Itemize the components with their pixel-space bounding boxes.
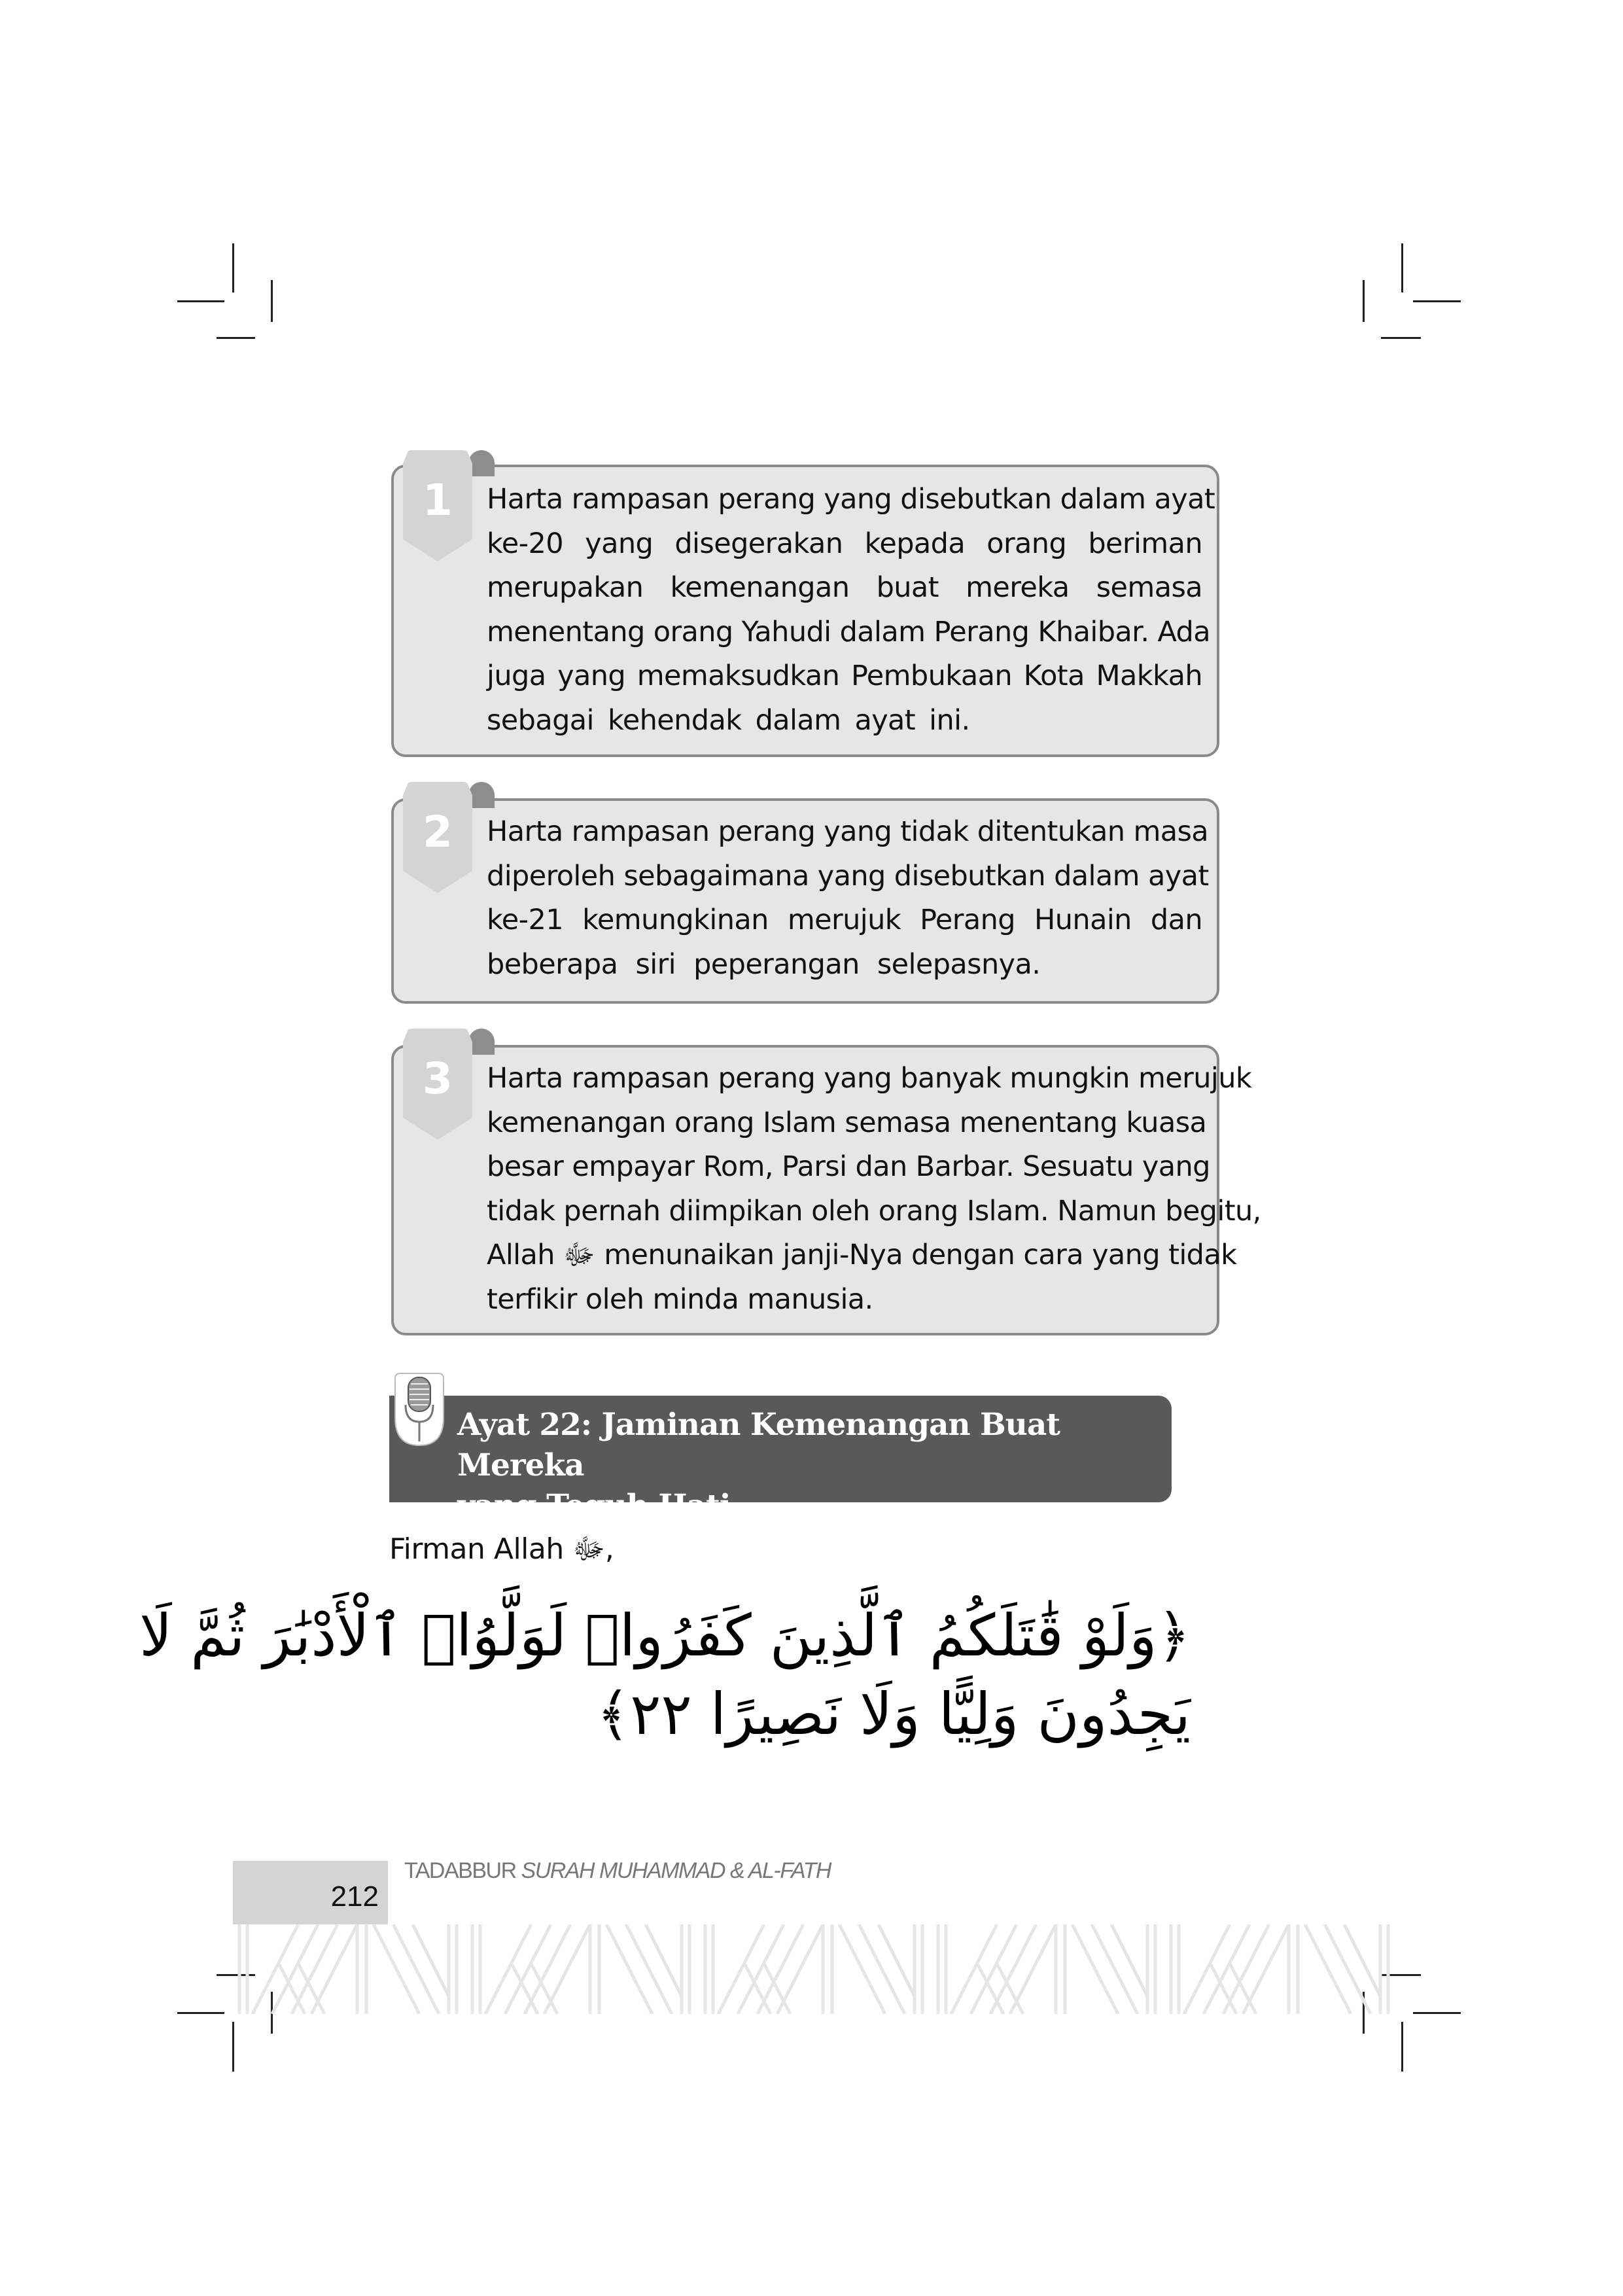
ribbon-curl (468, 782, 495, 808)
running-title-italic: SURAH MUHAMMAD & AL-FATH (521, 1858, 831, 1883)
section-title-line: Ayat 22: Jaminan Kemenangan Buat Mereka (457, 1407, 1060, 1483)
page-number-box (233, 1861, 388, 1924)
text-line: tidak pernah diimpikan oleh orang Islam. Namun begitu, (487, 1194, 1261, 1227)
crop-mark (271, 280, 273, 322)
decorative-pattern-band (233, 1924, 1399, 2014)
running-title (404, 1858, 831, 1884)
text-line: sebagai kehendak dalam ayat ini. (487, 703, 970, 737)
note-text-2 (487, 810, 1209, 987)
pattern-fill (233, 1924, 1399, 2014)
crop-mark (1413, 2012, 1461, 2014)
ribbon-curl (468, 450, 495, 476)
text-line: besar empayar Rom, Parsi dan Barbar. Sesuatu yang (487, 1150, 1210, 1183)
microphone-icon (393, 1372, 446, 1447)
text-line: Harta rampasan perang yang disebutkan dalam ayat (487, 483, 1215, 516)
section-title (457, 1405, 1172, 1527)
text-line: beberapa siri peperangan selepasnya. (487, 947, 1041, 981)
ribbon-curl (468, 1029, 495, 1055)
crop-mark (1363, 280, 1365, 322)
crop-mark (1413, 300, 1461, 302)
text-line: menentang orang Yahudi dalam Perang Khaibar. Ada (487, 615, 1210, 648)
text-line: ke-21 kemungkinan merujuk Perang Hunain dan (487, 904, 1202, 936)
crop-mark (232, 243, 234, 292)
text-line: kemenangan orang Islam semasa menentang kuasa (487, 1106, 1207, 1139)
item-number: 1 (423, 475, 453, 525)
text-line: terfikir oleh minda manusia. (487, 1282, 873, 1316)
note-text-3 (487, 1057, 1261, 1322)
text-line: Allah ﷻ menunaikan janji-Nya dengan cara yang tidak (487, 1239, 1237, 1271)
crop-mark (1401, 243, 1403, 292)
item-number: 3 (423, 1053, 453, 1104)
text-line: Harta rampasan perang yang tidak ditentukan masa (487, 815, 1209, 848)
intro-text: Firman Allah ﷻ, (389, 1532, 614, 1566)
section-title-line: yang Teguh Hati (457, 1488, 731, 1524)
crop-mark (1401, 2022, 1403, 2072)
crop-mark (177, 300, 224, 302)
item-number: 2 (423, 807, 453, 857)
text-line: ke-20 yang disegerakan kepada orang beriman (487, 527, 1202, 560)
crop-mark (1381, 337, 1421, 339)
text-line: Harta rampasan perang yang banyak mungkin merujuk (487, 1062, 1252, 1095)
text-line: diperoleh sebagaimana yang disebutkan dalam ayat (487, 859, 1209, 892)
section-header (389, 1396, 1172, 1524)
crop-mark (177, 2012, 224, 2014)
quran-verse-line-1: ﴿وَلَوْ قَٰتَلَكُمُ ٱلَّذِينَ كَفَرُوا۟ لَوَلَّوُا۟ ٱلْأَدْبَٰرَ ثُمَّ لَا (139, 1602, 1191, 1669)
page-number: 212 (330, 1881, 379, 1913)
text-line: juga yang memaksudkan Pembukaan Kota Makkah (487, 660, 1202, 692)
running-title-main: TADABBUR (404, 1858, 521, 1883)
crop-mark (217, 337, 255, 339)
note-text-1 (487, 478, 1215, 743)
quran-verse-line-2: يَجِدُونَ وَلِيًّا وَلَا نَصِيرًا ٢٢﴾ (596, 1680, 1191, 1748)
crop-mark (232, 2022, 234, 2072)
text-line: merupakan kemenangan buat mereka semasa (487, 571, 1202, 604)
